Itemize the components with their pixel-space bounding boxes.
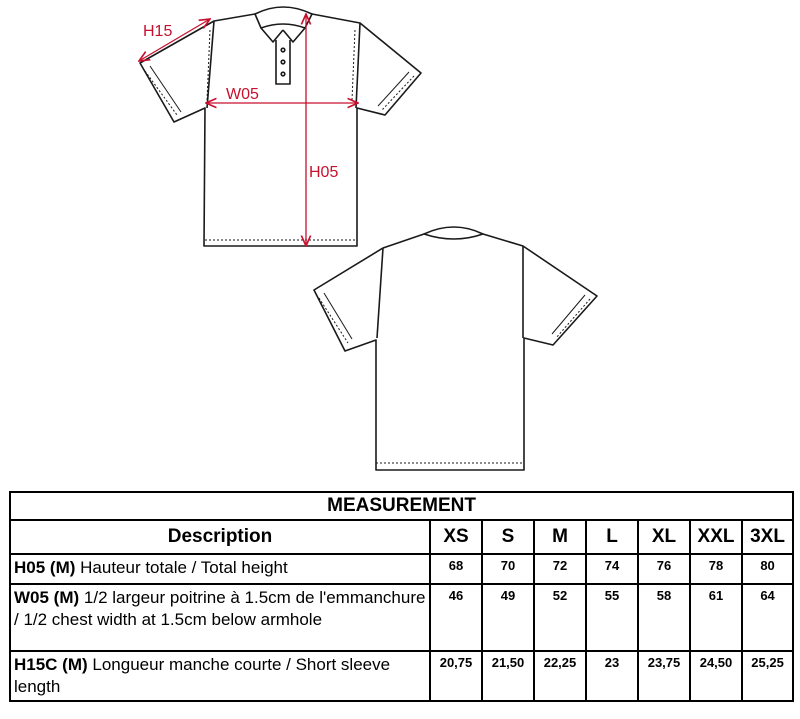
- size-value: 25,25: [742, 651, 793, 701]
- size-header: L: [586, 520, 638, 554]
- size-value: 78: [690, 554, 742, 584]
- size-value: 23,75: [638, 651, 690, 701]
- row-description: [10, 554, 430, 584]
- measurement-table: [9, 491, 794, 702]
- size-value: 52: [534, 584, 586, 651]
- size-value: 76: [638, 554, 690, 584]
- table-row: [10, 554, 793, 584]
- size-value: 20,75: [430, 651, 482, 701]
- size-value: 58: [638, 584, 690, 651]
- size-value: 74: [586, 554, 638, 584]
- size-value: 61: [690, 584, 742, 651]
- row-description: [10, 584, 430, 651]
- measurement-annotations: [139, 14, 358, 246]
- h15-label: H15: [143, 23, 173, 40]
- h05-label: H05: [309, 164, 339, 181]
- back-view-shirt: [314, 227, 597, 470]
- size-value: 22,25: [534, 651, 586, 701]
- size-value: 70: [482, 554, 534, 584]
- size-value: 46: [430, 584, 482, 651]
- size-value: 80: [742, 554, 793, 584]
- measurement-code: H15C (M): [14, 655, 88, 674]
- size-value: 68: [430, 554, 482, 584]
- measurement-code: H05 (M): [14, 558, 76, 577]
- row-description: [10, 651, 430, 701]
- description-header: Description: [10, 520, 430, 554]
- size-header: XXL: [690, 520, 742, 554]
- size-value: 24,50: [690, 651, 742, 701]
- size-value: 23: [586, 651, 638, 701]
- table-row: [10, 651, 793, 701]
- measurement-text: Hauteur totale / Total height: [75, 558, 288, 577]
- size-value: 64: [742, 584, 793, 651]
- measurement-code: W05 (M): [14, 588, 80, 607]
- size-header: 3XL: [742, 520, 793, 554]
- size-value: 72: [534, 554, 586, 584]
- table-row: [10, 584, 793, 651]
- table-title: MEASUREMENT: [10, 492, 793, 520]
- size-value: 49: [482, 584, 534, 651]
- size-header: S: [482, 520, 534, 554]
- measurement-text: Longueur manche courte / Short sleeve length: [14, 655, 391, 696]
- front-view-shirt: [140, 7, 421, 246]
- measurement-text: 1/2 largeur poitrine à 1.5cm de l'emmanchure / 1/2 chest width at 1.5cm below armhole: [14, 588, 426, 629]
- size-header: XL: [638, 520, 690, 554]
- size-header: XS: [430, 520, 482, 554]
- w05-label: W05: [226, 86, 259, 103]
- size-value: 55: [586, 584, 638, 651]
- size-value: 21,50: [482, 651, 534, 701]
- size-header: M: [534, 520, 586, 554]
